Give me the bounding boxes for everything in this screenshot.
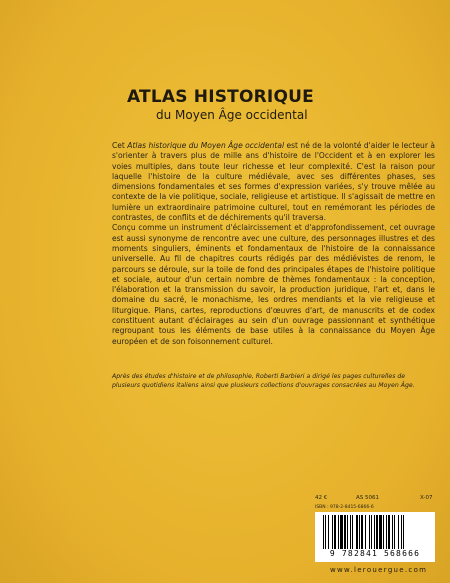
barcode-bars — [323, 515, 427, 549]
catalog-code: AS 5061 — [356, 495, 379, 501]
blurb — [112, 141, 435, 347]
blurb-intro: Cet — [112, 141, 128, 150]
blurb-paragraph-2: Conçu comme un instrument d'éclaircissement et d'approfondissement, cet ouvrage est aussi synonyme de rencontre avec une culture, des personnages illustres et des moments singuliers, éminents et fondamentaux de l'histoire de la connaissance universelle. Au fil de chapitres courts rédigés par des médiévistes de renom, le parcours se déroule, sur la toile de fond des principales étapes de l'histoire politique et sociale, autour d'un certain nombre de thèmes fondamentaux : la conception, l'élaboration et la transmission du savoir, la production juridique, l'art et, dans le domaine du sacré, le monachisme, les ordres mendiants et la vie religieuse et liturgique. Plans, cartes, reproductions d'œuvres d'art, de manuscrits et de codex constituent autant d'éclairages au sein d'un ouvrage passionnant et synthétique regroupant tous les éléments de base utiles à la connaissance du Moyen Âge européen et de son foisonnement culturel. — [112, 223, 435, 346]
isbn: ISBN : 978-2-8415-6866-6 — [315, 505, 374, 510]
blurb-paragraph-1 — [112, 141, 435, 223]
barcode-digits: 9 782841 568666 — [329, 549, 421, 558]
price: 42 € — [315, 495, 328, 501]
author-note: Après des études d'histoire et de philosophie, Roberti Barbieri a dirigé les pages culturelles de plusieurs quotidiens italiens ainsi que plusieurs collections d'ouvrages consacrées au Moyen Âge. — [112, 373, 415, 389]
blurb-paragraph-1-rest: est né de la volonté d'aider le lecteur à s'orienter à travers plus de mille ans d'histoire de l'Occident et à en explorer les voies multiples, dans toute leur richesse et leur complexité. C'est la raison pour laquelle l'histoire de la culture médiévale, avec ses différentes phases, ses dimensions fondamentales et ses formes d'expression variées, s'y trouve mêlée au contexte de la vie politique, sociale, religieuse et artistique. Il s'agissait de mettre en lumière un extraordinaire patrimoine culturel, tout en remémorant les périodes de contrastes, de conflits et de déchirements qu'il traversa. — [112, 141, 435, 223]
book-title: ATLAS HISTORIQUE — [127, 87, 314, 107]
blurb-title-italic: Atlas historique du Moyen Âge occidental — [127, 141, 285, 150]
book-subtitle: du Moyen Âge occidental — [156, 108, 308, 122]
barcode — [315, 512, 435, 562]
edition-code: X-07 — [420, 495, 433, 501]
publisher-url: www.lerouergue.com — [330, 566, 428, 574]
